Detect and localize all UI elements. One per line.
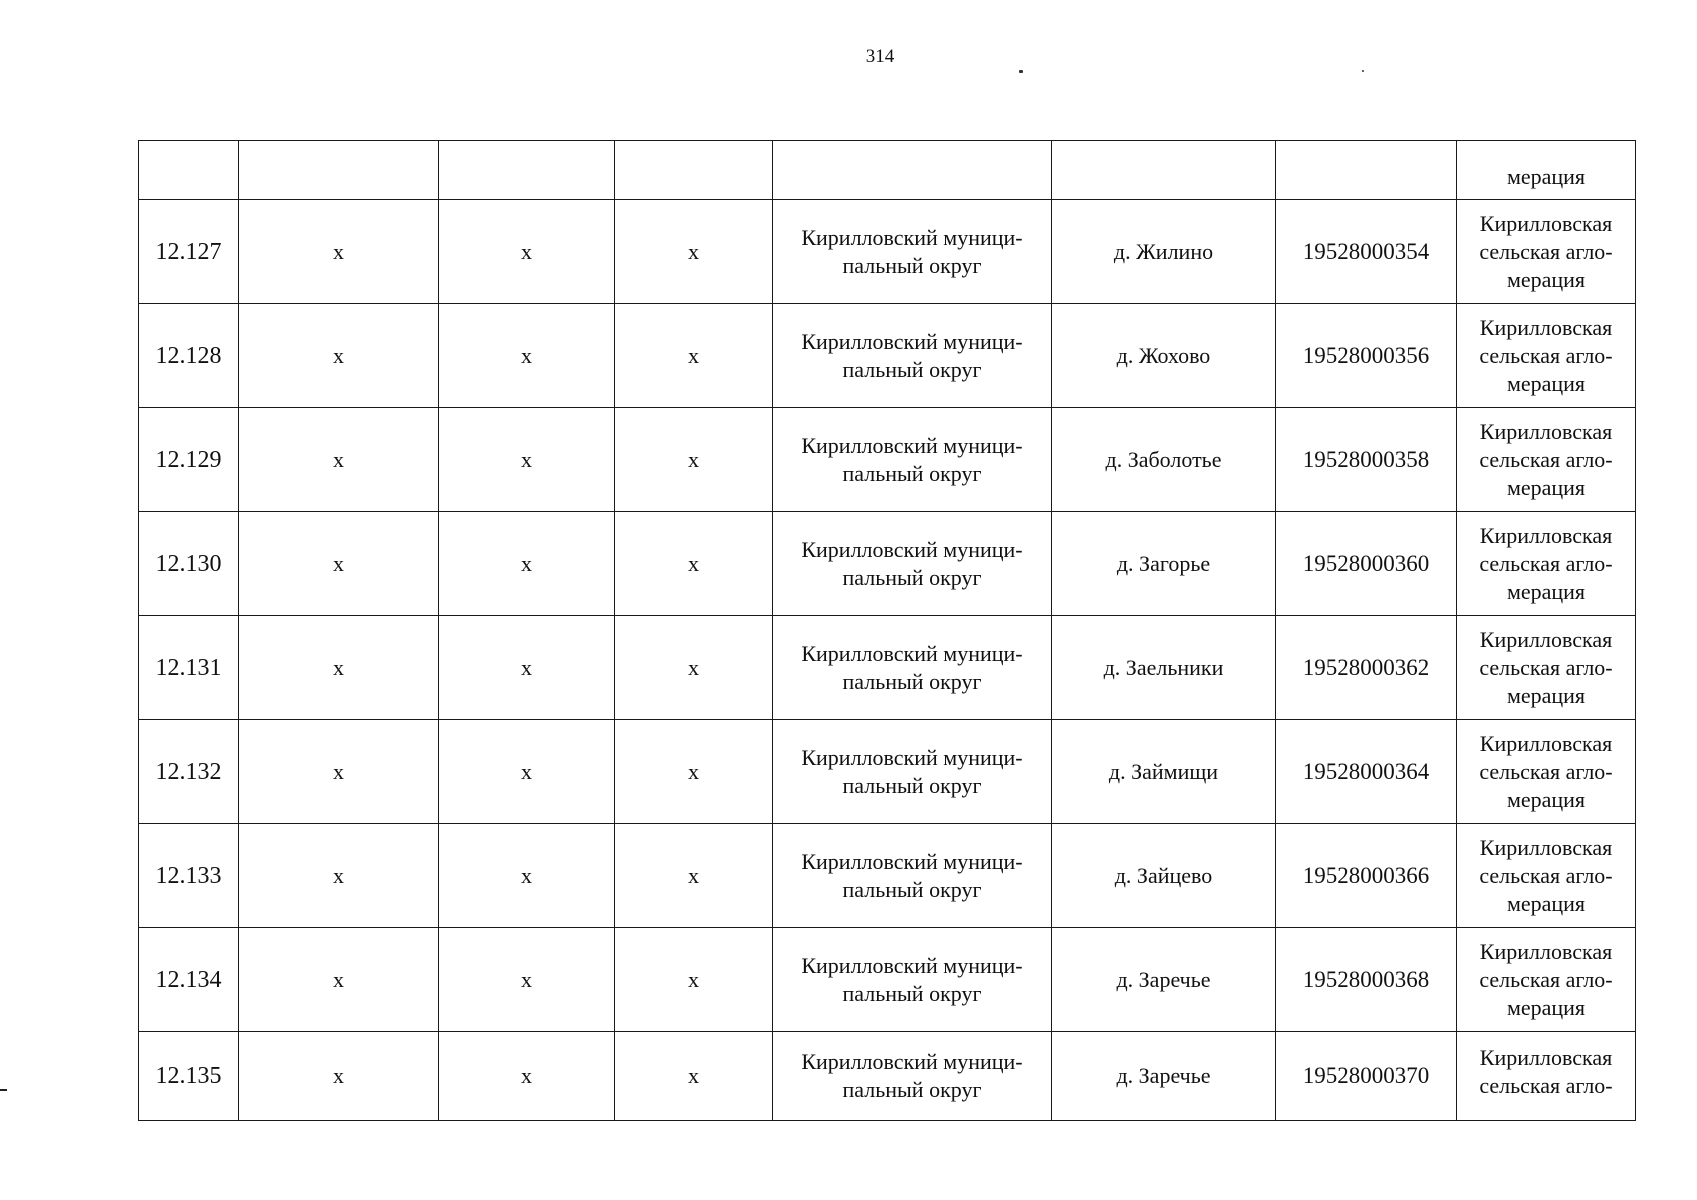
oktmo-code-cell bbox=[1276, 512, 1457, 616]
row-number: 12.128 bbox=[155, 342, 222, 369]
row-number: 12.133 bbox=[155, 862, 222, 889]
agglomeration-text: сельская агло- bbox=[1479, 1073, 1613, 1098]
mark-text: x bbox=[333, 446, 344, 472]
mark-text: x bbox=[688, 966, 699, 992]
oktmo-code: 19528000370 bbox=[1302, 1063, 1430, 1088]
row-number-cell bbox=[139, 408, 239, 512]
settlement-name: д. Жилино bbox=[1113, 238, 1214, 264]
mark-text: x bbox=[688, 758, 699, 784]
agglomeration-text: сельская агло- bbox=[1479, 446, 1613, 472]
settlement-cell bbox=[1052, 824, 1276, 928]
agglomeration-text: сельская агло- bbox=[1479, 238, 1613, 264]
mark-cell bbox=[615, 928, 773, 1032]
table-row bbox=[139, 824, 1636, 928]
district-cell bbox=[773, 512, 1052, 616]
row-number: 12.129 bbox=[155, 446, 222, 473]
district-text: Кирилловский муници- bbox=[801, 1049, 1023, 1074]
district-text: Кирилловский муници- bbox=[801, 640, 1023, 666]
settlement-name: д. Заболотье bbox=[1105, 446, 1222, 472]
mark-text: x bbox=[521, 758, 532, 784]
district-cell bbox=[773, 616, 1052, 720]
agglomeration-text: Кирилловская bbox=[1479, 626, 1613, 652]
mark-cell bbox=[615, 200, 773, 304]
oktmo-code-cell bbox=[1276, 200, 1457, 304]
mark-text: x bbox=[688, 862, 699, 888]
scan-speck bbox=[1019, 70, 1023, 73]
oktmo-code-cell bbox=[1276, 1032, 1457, 1121]
district-text: пальный округ bbox=[842, 460, 982, 486]
scan-mark bbox=[0, 1089, 7, 1091]
agglomeration-cell bbox=[1457, 200, 1636, 304]
mark-text: x bbox=[333, 1063, 344, 1088]
mark-text: x bbox=[333, 550, 344, 576]
district-text: Кирилловский муници- bbox=[801, 536, 1023, 562]
settlement-cell bbox=[1052, 720, 1276, 824]
row-number-cell bbox=[139, 928, 239, 1032]
row-number-cell bbox=[139, 1032, 239, 1121]
agglomeration-text: Кирилловская bbox=[1479, 938, 1613, 964]
district-text: пальный округ bbox=[842, 772, 982, 798]
mark-cell bbox=[439, 1032, 615, 1121]
row-number: 12.132 bbox=[155, 758, 222, 785]
mark-cell bbox=[239, 200, 439, 304]
settlements-register-table bbox=[138, 140, 1636, 1121]
district-cell bbox=[773, 200, 1052, 304]
district-text: пальный округ bbox=[842, 1077, 982, 1102]
table-row bbox=[139, 720, 1636, 824]
mark-cell bbox=[439, 824, 615, 928]
mark-text: x bbox=[521, 446, 532, 472]
table-cell bbox=[1052, 141, 1276, 200]
mark-text: x bbox=[688, 446, 699, 472]
district-text: Кирилловский муници- bbox=[801, 432, 1023, 458]
oktmo-code-cell bbox=[1276, 616, 1457, 720]
mark-cell bbox=[615, 720, 773, 824]
agglomeration-cell bbox=[1457, 824, 1636, 928]
district-cell bbox=[773, 720, 1052, 824]
settlement-name: д. Загорье bbox=[1116, 550, 1211, 576]
mark-text: x bbox=[333, 238, 344, 264]
settlement-name: д. Заречье bbox=[1116, 966, 1211, 992]
agglomeration-text: сельская агло- bbox=[1479, 862, 1613, 888]
page-number: 314 bbox=[865, 46, 895, 67]
oktmo-code: 19528000358 bbox=[1302, 446, 1430, 472]
table-row bbox=[139, 928, 1636, 1032]
mark-cell bbox=[439, 720, 615, 824]
agglomeration-text: Кирилловская bbox=[1479, 522, 1613, 548]
mark-cell bbox=[615, 616, 773, 720]
agglomeration-text: мерация bbox=[1506, 370, 1586, 396]
district-text: Кирилловский муници- bbox=[801, 952, 1023, 978]
mark-text: x bbox=[333, 758, 344, 784]
agglomeration-text: сельская агло- bbox=[1479, 966, 1613, 992]
oktmo-code-cell bbox=[1276, 304, 1457, 408]
settlement-name: д. Жохово bbox=[1116, 342, 1211, 368]
mark-text: x bbox=[521, 342, 532, 368]
agglomeration-text: мерация bbox=[1506, 266, 1586, 292]
mark-cell bbox=[439, 616, 615, 720]
mark-cell bbox=[239, 1032, 439, 1121]
mark-cell bbox=[615, 408, 773, 512]
settlement-name: д. Зайцево bbox=[1114, 862, 1213, 888]
mark-cell bbox=[239, 928, 439, 1032]
agglomeration-cell bbox=[1457, 720, 1636, 824]
district-text: Кирилловский муници- bbox=[801, 848, 1023, 874]
district-cell bbox=[773, 824, 1052, 928]
table-row bbox=[139, 304, 1636, 408]
mark-text: x bbox=[688, 1063, 699, 1088]
table-row bbox=[139, 408, 1636, 512]
table-row bbox=[139, 200, 1636, 304]
table-row bbox=[139, 616, 1636, 720]
district-cell bbox=[773, 928, 1052, 1032]
table-cell bbox=[139, 141, 239, 200]
agglomeration-text: мерация bbox=[1506, 474, 1586, 500]
mark-text: x bbox=[521, 862, 532, 888]
settlement-cell bbox=[1052, 928, 1276, 1032]
continuation-row bbox=[139, 141, 1636, 200]
row-number: 12.131 bbox=[155, 654, 222, 681]
row-number: 12.134 bbox=[155, 966, 222, 993]
agglomeration-text: Кирилловская bbox=[1479, 418, 1613, 444]
mark-cell bbox=[239, 512, 439, 616]
agglomeration-cell bbox=[1457, 408, 1636, 512]
mark-cell bbox=[615, 1032, 773, 1121]
oktmo-code: 19528000366 bbox=[1302, 862, 1430, 888]
mark-cell bbox=[615, 304, 773, 408]
row-number: 12.130 bbox=[155, 550, 222, 577]
table-cell bbox=[773, 141, 1052, 200]
oktmo-code-cell bbox=[1276, 824, 1457, 928]
settlement-cell bbox=[1052, 616, 1276, 720]
district-text: пальный округ bbox=[842, 980, 982, 1006]
table-cell bbox=[239, 141, 439, 200]
district-cell bbox=[773, 304, 1052, 408]
agglomeration-cell bbox=[1457, 928, 1636, 1032]
agglomeration-text: Кирилловская bbox=[1479, 1045, 1613, 1070]
oktmo-code-cell bbox=[1276, 720, 1457, 824]
mark-text: x bbox=[521, 238, 532, 264]
mark-text: x bbox=[688, 342, 699, 368]
mark-text: x bbox=[333, 654, 344, 680]
mark-text: x bbox=[333, 862, 344, 888]
mark-text: x bbox=[688, 654, 699, 680]
agglomeration-text: Кирилловская bbox=[1479, 314, 1613, 340]
table-cell bbox=[615, 141, 773, 200]
settlement-cell bbox=[1052, 200, 1276, 304]
table-cell bbox=[1276, 141, 1457, 200]
mark-cell bbox=[615, 824, 773, 928]
agglomeration-text: сельская агло- bbox=[1479, 550, 1613, 576]
agglomeration-text: сельская агло- bbox=[1479, 342, 1613, 368]
agglomeration-cell bbox=[1457, 512, 1636, 616]
oktmo-code: 19528000368 bbox=[1302, 966, 1430, 992]
scan-speck bbox=[1362, 70, 1364, 72]
mark-cell bbox=[439, 928, 615, 1032]
settlement-cell bbox=[1052, 1032, 1276, 1121]
agglomeration-cell bbox=[1457, 1032, 1636, 1121]
mark-cell bbox=[439, 200, 615, 304]
district-text: Кирилловский муници- bbox=[801, 744, 1023, 770]
mark-cell bbox=[239, 720, 439, 824]
district-text: пальный округ bbox=[842, 564, 982, 590]
mark-cell bbox=[239, 304, 439, 408]
district-text: Кирилловский муници- bbox=[801, 224, 1023, 250]
agglomeration-text: мерация bbox=[1506, 578, 1586, 604]
mark-cell bbox=[439, 408, 615, 512]
row-number-cell bbox=[139, 512, 239, 616]
oktmo-code: 19528000360 bbox=[1302, 550, 1430, 576]
mark-cell bbox=[239, 408, 439, 512]
mark-text: x bbox=[333, 342, 344, 368]
settlement-cell bbox=[1052, 512, 1276, 616]
settlement-name: д. Заречье bbox=[1116, 1063, 1211, 1088]
agglomeration-text: мерация bbox=[1506, 786, 1586, 812]
agglomeration-text: Кирилловская bbox=[1479, 834, 1613, 860]
agglomeration-cell bbox=[1457, 141, 1636, 200]
mark-text: x bbox=[521, 966, 532, 992]
row-number: 12.135 bbox=[155, 1063, 222, 1089]
oktmo-code: 19528000356 bbox=[1302, 342, 1430, 368]
settlement-name: д. Заельники bbox=[1103, 654, 1224, 680]
oktmo-code: 19528000362 bbox=[1302, 654, 1430, 680]
row-number-cell bbox=[139, 616, 239, 720]
table-row bbox=[139, 1032, 1636, 1121]
agglomeration-text: мерация bbox=[1506, 890, 1586, 916]
oktmo-code: 19528000354 bbox=[1302, 238, 1430, 264]
mark-text: x bbox=[521, 550, 532, 576]
district-text: пальный округ bbox=[842, 252, 982, 278]
settlement-name: д. Займищи bbox=[1108, 758, 1219, 784]
mark-text: x bbox=[521, 654, 532, 680]
mark-cell bbox=[439, 512, 615, 616]
district-text: Кирилловский муници- bbox=[801, 328, 1023, 354]
mark-cell bbox=[239, 616, 439, 720]
agglomeration-text: мерация bbox=[1506, 682, 1586, 708]
mark-text: x bbox=[333, 966, 344, 992]
mark-text: x bbox=[521, 1063, 532, 1088]
district-text: пальный округ bbox=[842, 356, 982, 382]
district-text: пальный округ bbox=[842, 876, 982, 902]
agglomeration-text: Кирилловская bbox=[1479, 210, 1613, 236]
settlement-cell bbox=[1052, 408, 1276, 512]
agglomeration-text: мерация bbox=[1506, 994, 1586, 1020]
mark-cell bbox=[439, 304, 615, 408]
row-number-cell bbox=[139, 200, 239, 304]
mark-cell bbox=[615, 512, 773, 616]
table-row bbox=[139, 512, 1636, 616]
agglomeration-text: мерация bbox=[1506, 164, 1586, 189]
district-cell bbox=[773, 408, 1052, 512]
agglomeration-cell bbox=[1457, 304, 1636, 408]
row-number-cell bbox=[139, 304, 239, 408]
oktmo-code-cell bbox=[1276, 408, 1457, 512]
table-cell bbox=[439, 141, 615, 200]
oktmo-code-cell bbox=[1276, 928, 1457, 1032]
agglomeration-text: сельская агло- bbox=[1479, 654, 1613, 680]
agglomeration-text: сельская агло- bbox=[1479, 758, 1613, 784]
agglomeration-text: Кирилловская bbox=[1479, 730, 1613, 756]
district-cell bbox=[773, 1032, 1052, 1121]
oktmo-code: 19528000364 bbox=[1302, 758, 1430, 784]
row-number-cell bbox=[139, 720, 239, 824]
row-number-cell bbox=[139, 824, 239, 928]
settlement-cell bbox=[1052, 304, 1276, 408]
agglomeration-cell bbox=[1457, 616, 1636, 720]
mark-cell bbox=[239, 824, 439, 928]
mark-text: x bbox=[688, 550, 699, 576]
mark-text: x bbox=[688, 238, 699, 264]
district-text: пальный округ bbox=[842, 668, 982, 694]
row-number: 12.127 bbox=[155, 238, 222, 265]
